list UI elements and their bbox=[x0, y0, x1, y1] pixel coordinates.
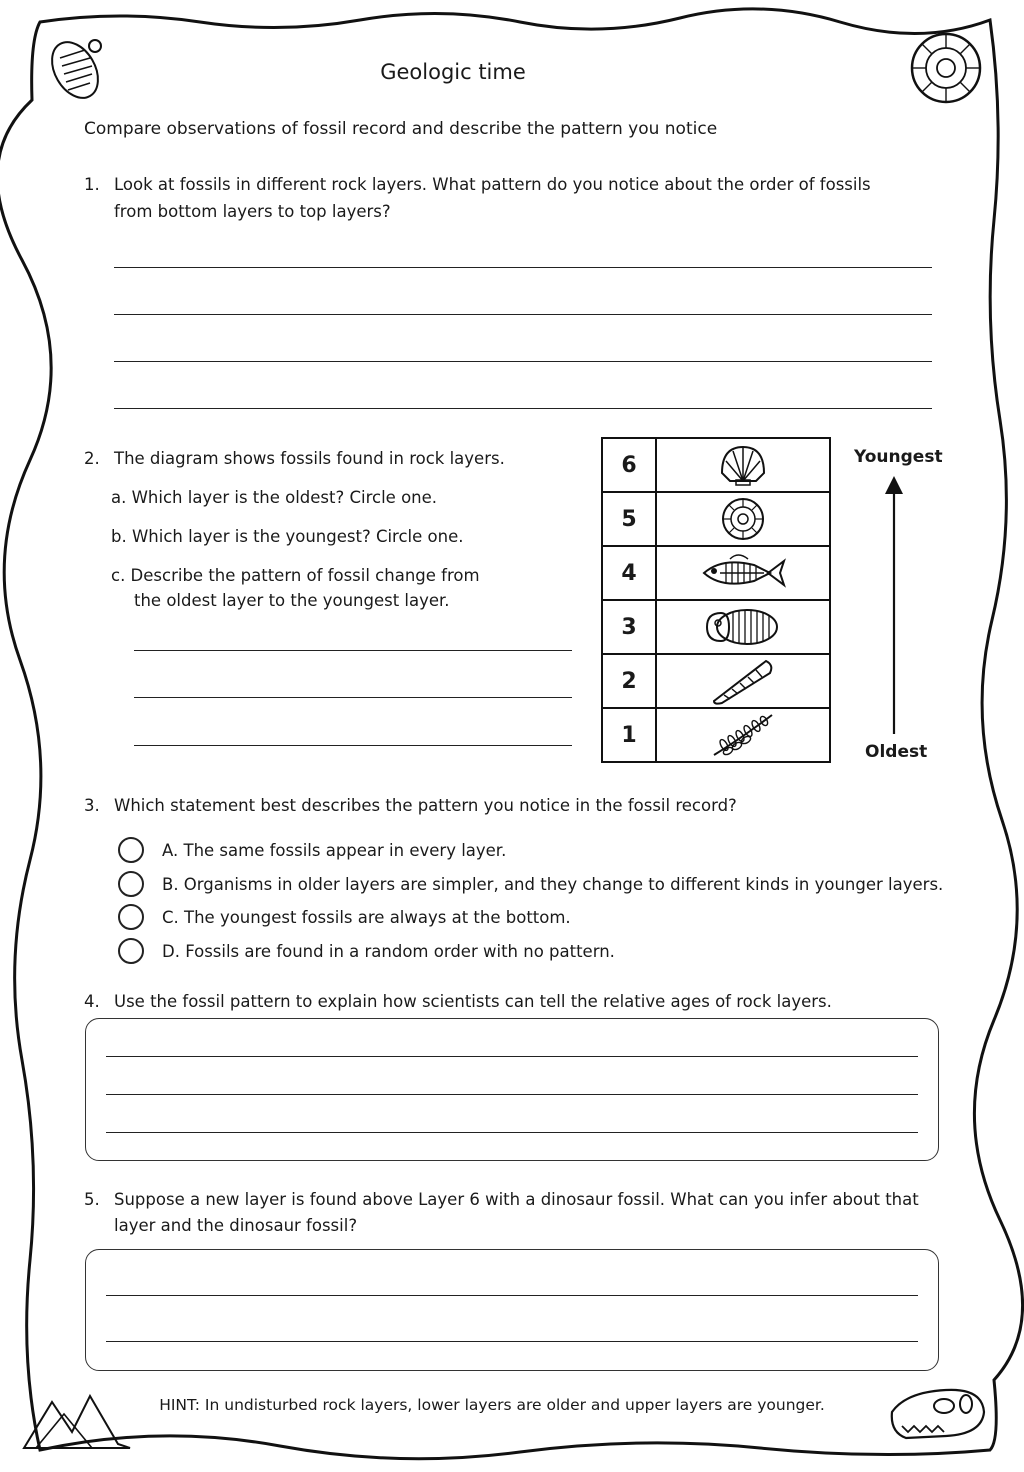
option-label: D. Fossils are found in a random order with no pattern. bbox=[162, 941, 615, 961]
answer-line[interactable] bbox=[134, 697, 572, 698]
fish-fossil-icon bbox=[698, 551, 788, 595]
worksheet-intro: Compare observations of fossil record and describe the pattern you notice bbox=[84, 119, 718, 139]
radio-circle[interactable] bbox=[118, 938, 144, 964]
question-4 bbox=[0, 988, 1000, 1018]
rock-layer-row[interactable] bbox=[602, 438, 830, 492]
question-text-line2: from bottom layers to top layers? bbox=[114, 202, 391, 221]
rock-layer-row[interactable] bbox=[602, 708, 830, 762]
answer-line[interactable] bbox=[114, 408, 932, 409]
answer-line[interactable] bbox=[106, 1132, 918, 1133]
fern-icon bbox=[710, 711, 776, 759]
dinosaur-skull-icon bbox=[886, 1382, 990, 1448]
question-number: 3. bbox=[84, 796, 100, 815]
question-2b: b. Which layer is the youngest? Circle one. bbox=[111, 527, 464, 546]
question-number: 1. bbox=[84, 175, 100, 194]
question-2 bbox=[0, 445, 600, 475]
question-text: The diagram shows fossils found in rock layers. bbox=[114, 449, 505, 468]
answer-line[interactable] bbox=[134, 650, 572, 651]
hint-text: HINT: In undisturbed rock layers, lower layers are older and upper layers are younger. bbox=[159, 1396, 825, 1414]
worksheet-title: Geologic time bbox=[380, 60, 526, 84]
question-2c-line2: the oldest layer to the youngest layer. bbox=[134, 591, 450, 610]
answer-line[interactable] bbox=[134, 745, 572, 746]
question-number: 5. bbox=[84, 1190, 100, 1209]
answer-line[interactable] bbox=[114, 267, 932, 268]
option-label: A. The same fossils appear in every layer. bbox=[162, 840, 507, 860]
layer-number[interactable]: 6 bbox=[602, 438, 656, 492]
rock-layer-diagram bbox=[601, 437, 831, 763]
youngest-label: Youngest bbox=[854, 447, 943, 467]
question-text-line1: Look at fossils in different rock layers. What pattern do you notice about the order of fossils bbox=[114, 175, 871, 194]
question-text: Which statement best describes the pattern you notice in the fossil record? bbox=[114, 796, 737, 815]
rock-layer-row[interactable] bbox=[602, 600, 830, 654]
question-text-line2: layer and the dinosaur fossil? bbox=[114, 1216, 358, 1235]
answer-line[interactable] bbox=[106, 1056, 918, 1057]
layer-number[interactable]: 3 bbox=[602, 600, 656, 654]
question-5 bbox=[0, 1186, 1000, 1242]
question-number: 2. bbox=[84, 449, 100, 468]
question-2c-line1: c. Describe the pattern of fossil change from bbox=[111, 566, 480, 585]
ammonite-corner-icon bbox=[908, 30, 984, 106]
answer-option-c[interactable] bbox=[118, 903, 571, 931]
option-label: C. The youngest fossils are always at the bottom. bbox=[162, 907, 571, 927]
answer-option-b[interactable] bbox=[118, 870, 943, 898]
answer-line[interactable] bbox=[106, 1295, 918, 1296]
trilobite-icon bbox=[703, 605, 783, 649]
answer-line[interactable] bbox=[106, 1341, 918, 1342]
question-text: Use the fossil pattern to explain how scientists can tell the relative ages of rock layers. bbox=[114, 992, 832, 1011]
ammonite-icon bbox=[720, 496, 766, 542]
layer-number[interactable]: 2 bbox=[602, 654, 656, 708]
radio-circle[interactable] bbox=[118, 837, 144, 863]
rock-layer-row[interactable] bbox=[602, 492, 830, 546]
age-arrow-icon bbox=[882, 474, 906, 736]
answer-line[interactable] bbox=[106, 1094, 918, 1095]
oldest-label: Oldest bbox=[865, 742, 928, 762]
answer-option-a[interactable] bbox=[118, 836, 506, 864]
layer-number[interactable]: 4 bbox=[602, 546, 656, 600]
rock-layer-row[interactable] bbox=[602, 654, 830, 708]
clam-shell-icon bbox=[718, 443, 768, 487]
question-3 bbox=[0, 792, 1000, 822]
question-1 bbox=[0, 171, 1000, 231]
radio-circle[interactable] bbox=[118, 904, 144, 930]
radio-circle[interactable] bbox=[118, 871, 144, 897]
rock-layer-row[interactable] bbox=[602, 546, 830, 600]
layer-number[interactable]: 5 bbox=[602, 492, 656, 546]
question-number: 4. bbox=[84, 992, 100, 1011]
answer-option-d[interactable] bbox=[118, 937, 615, 965]
option-label: B. Organisms in older layers are simpler, and they change to different kinds in younger layers. bbox=[162, 874, 944, 894]
layer-number[interactable]: 1 bbox=[602, 708, 656, 762]
answer-box[interactable] bbox=[85, 1018, 939, 1161]
question-2a: a. Which layer is the oldest? Circle one. bbox=[111, 488, 438, 507]
answer-line[interactable] bbox=[114, 314, 932, 315]
question-text-line1: Suppose a new layer is found above Layer 6 with a dinosaur fossil. What can you infer about that bbox=[114, 1190, 919, 1209]
answer-line[interactable] bbox=[114, 361, 932, 362]
answer-box[interactable] bbox=[85, 1249, 939, 1371]
spiral-shell-icon bbox=[710, 657, 776, 705]
